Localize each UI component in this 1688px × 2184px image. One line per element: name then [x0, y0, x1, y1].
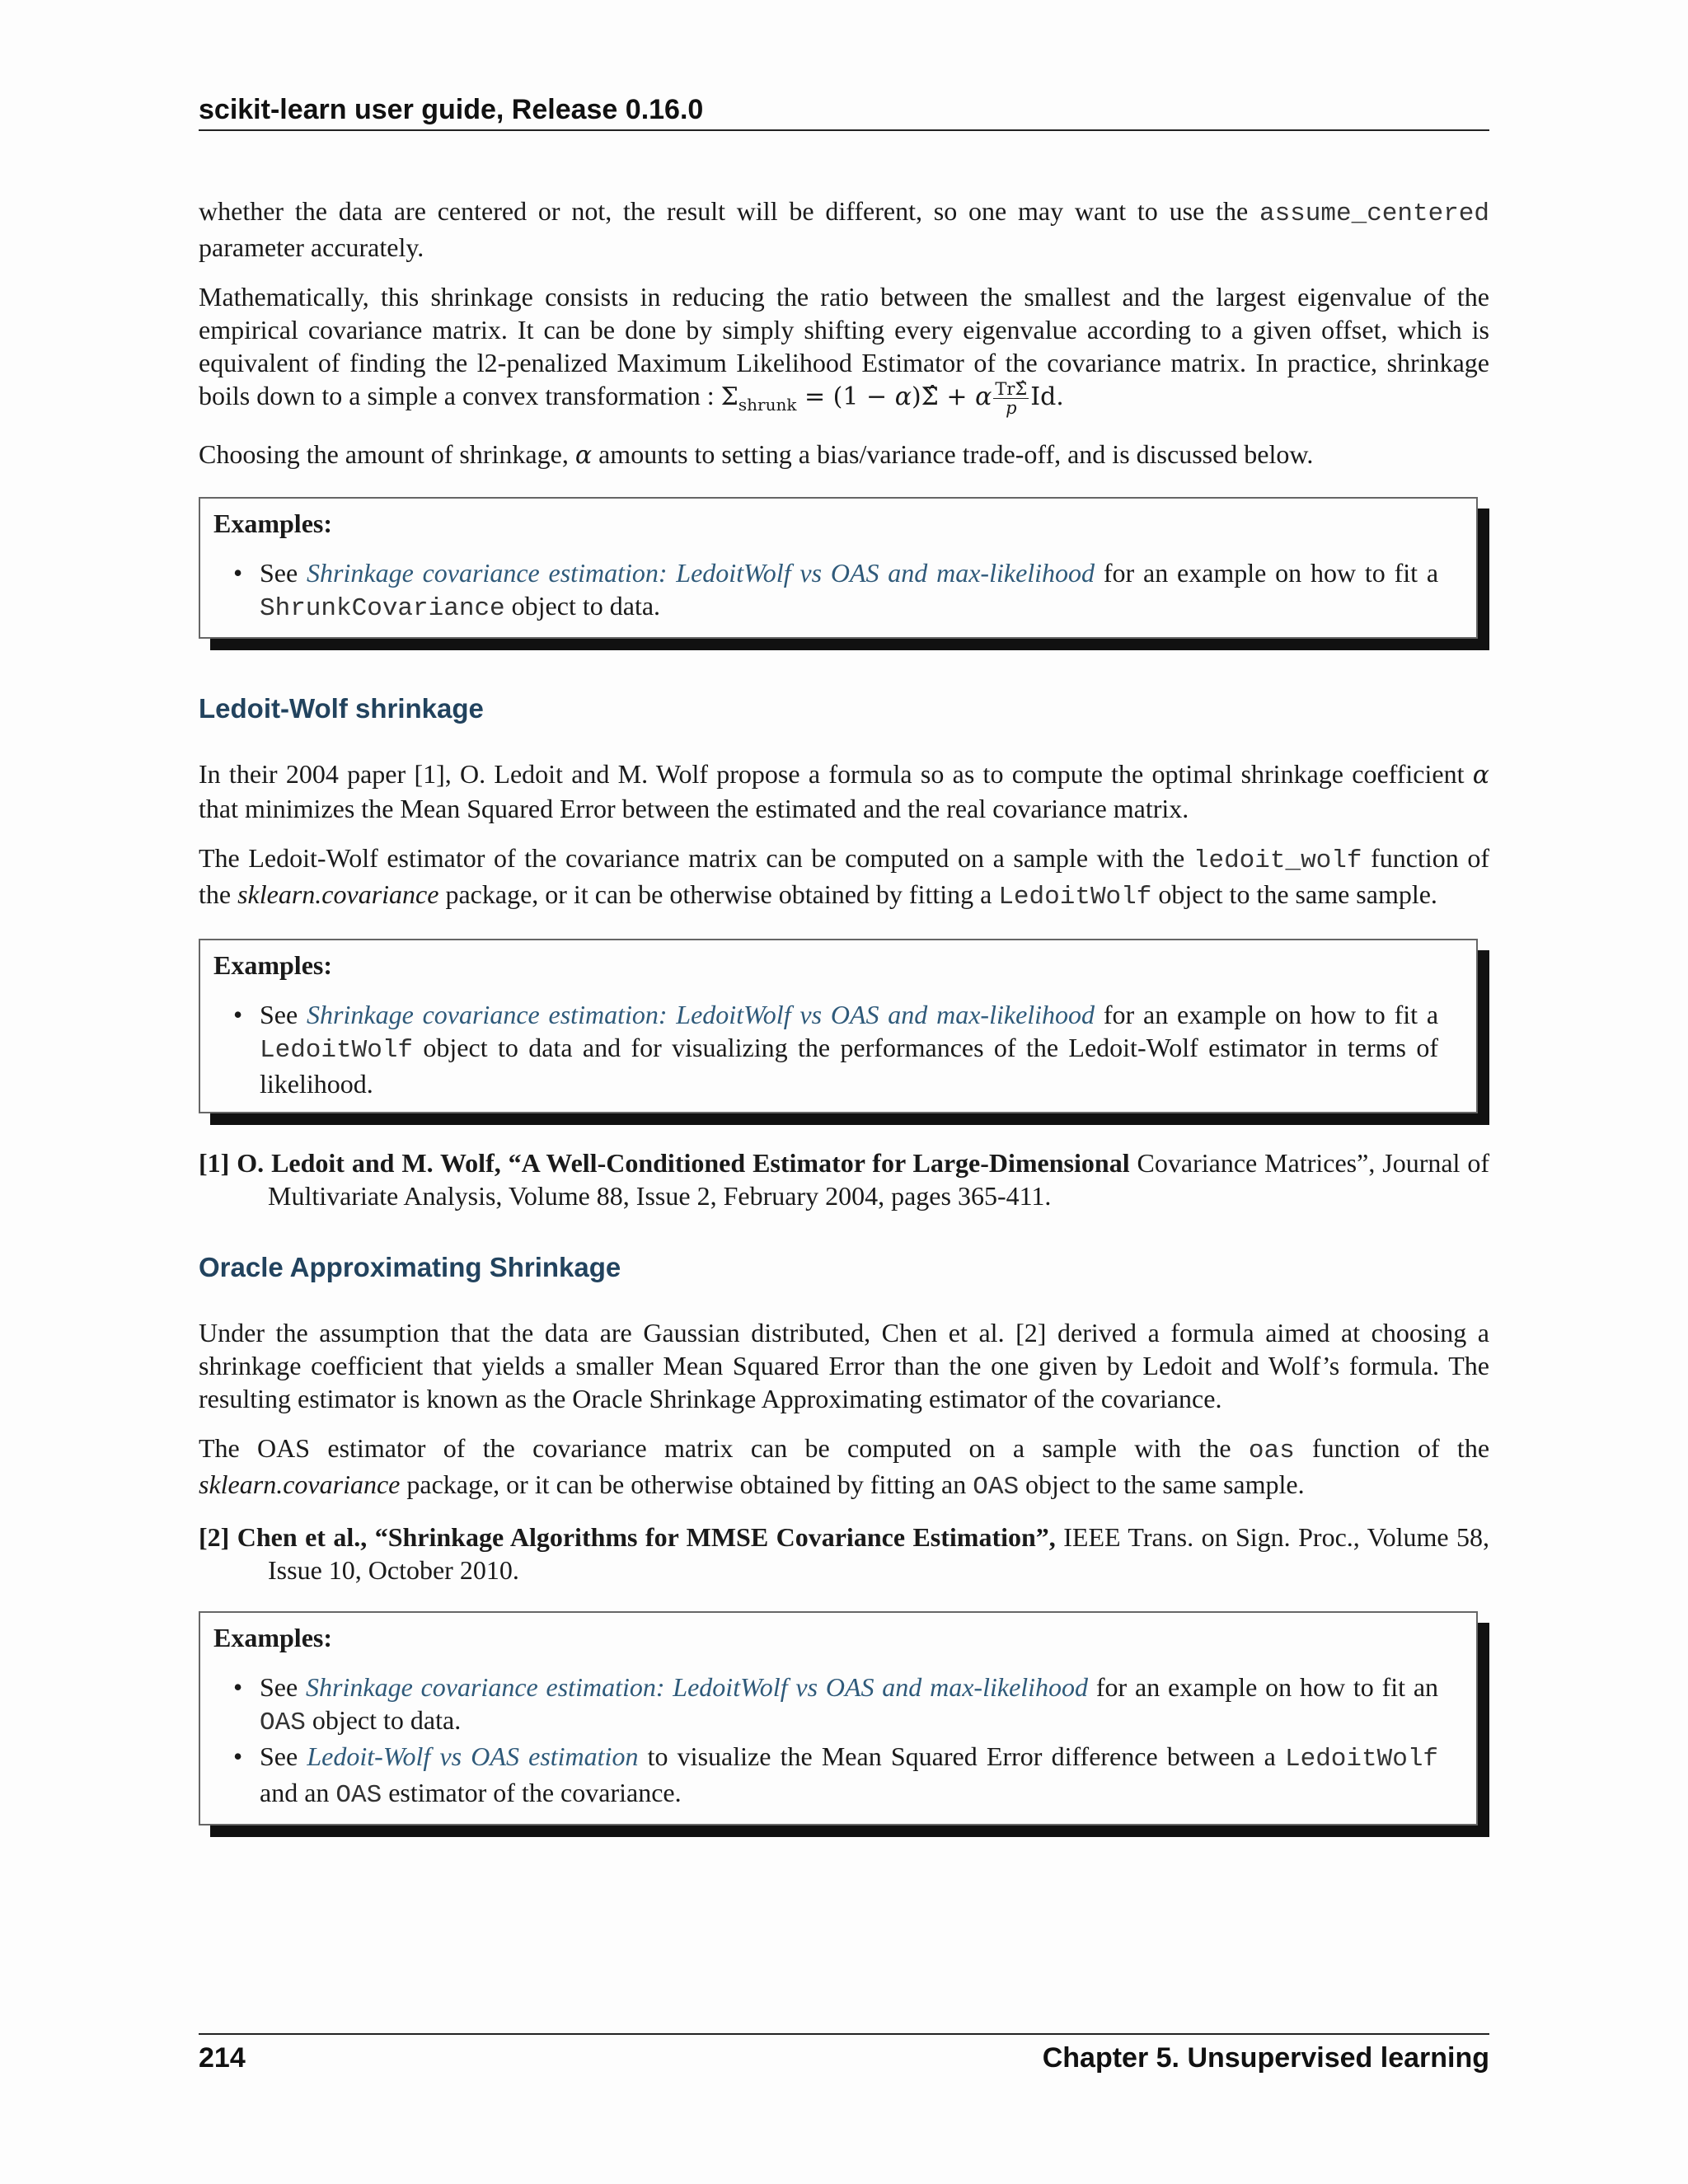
page-content — [199, 194, 1489, 1858]
example-link-shrinkage[interactable]: Shrinkage covariance estimation: LedoitWolf vs OAS and max-likelihood — [306, 1672, 1089, 1702]
example-item: • See Ledoit-Wolf vs OAS estimation to visualize the Mean Squared Error difference between a LedoitWolf and an OAS estimator of the covariance. — [233, 1741, 1439, 1810]
examples-box-oas — [199, 1611, 1478, 1825]
ledoit-paragraph-1: In their 2004 paper [1], O. Ledoit and M. Wolf propose a formula so as to compute the optimal shrinkage coefficient α that minimizes the Mean Squared Error between the estimated and the real covariance matrix. — [199, 759, 1490, 823]
example-item: • See Shrinkage covariance estimation: LedoitWolf vs OAS and max-likelihood for an example on how to fit a ShrunkCovariance object to data. — [233, 558, 1439, 623]
examples-title: Examples: — [213, 950, 332, 980]
examples-box-shrunk — [199, 497, 1478, 639]
intro-paragraph-3: Choosing the amount of shrinkage, α amounts to setting a bias/variance trade-off, and is discussed below. — [199, 439, 1314, 470]
oas-paragraph-2: The OAS estimator of the covariance matrix can be computed on a sample with the oas function of the sklearn.covariance package, or it can be otherwise obtained by fitting an OAS object to the same sample. — [199, 1433, 1490, 1502]
ledoit-paragraph-2: The Ledoit-Wolf estimator of the covariance matrix can be computed on a sample with the ledoit_wolf function of the sklearn.covariance package, or it can be otherwise obtained by fitting a LedoitWolf object to the same sample. — [199, 843, 1490, 912]
example-item: • See Shrinkage covariance estimation: LedoitWolf vs OAS and max-likelihood for an example on how to fit an OAS object to data. — [233, 1672, 1439, 1737]
example-link-shrinkage[interactable]: Shrinkage covariance estimation: LedoitWolf vs OAS and max-likelihood — [307, 1000, 1095, 1029]
citation-2: [2] Chen et al., “Shrinkage Algorithms for MMSE Covariance Estimation”, IEEE Trans. on Sign. Proc., Volume 58, Issue 10, October 2010. — [199, 1522, 1490, 1585]
header-divider — [199, 129, 1489, 131]
example-item: • See Shrinkage covariance estimation: LedoitWolf vs OAS and max-likelihood for an example on how to fit a LedoitWolf object to data and for visualizing the performances of the Ledoit-Wolf estimator in terms of likelihood. — [233, 1000, 1439, 1099]
oas-paragraph-1: Under the assumption that the data are Gaussian distributed, Chen et al. [2] derived a formula aimed at choosing a shrinkage coefficient that yields a smaller Mean Squared Error than the one given by Ledoit and Wolf’s formula. The resulting estimator is known as the Oracle Shrinkage Approximating estimator of the covariance. — [199, 1318, 1489, 1413]
examples-box-ledoit — [199, 939, 1478, 1113]
examples-title: Examples: — [213, 1623, 332, 1652]
heading-ledoit-wolf: Ledoit-Wolf shrinkage — [199, 693, 484, 724]
citation-1: [1] O. Ledoit and M. Wolf, “A Well-Conditioned Estimator for Large-Dimensional Covariance Matrices”, Journal of Multivariate Analysis, Volume 88, Issue 2, February 2004, pages 365-411. — [199, 1148, 1490, 1211]
footer-divider — [199, 2033, 1489, 2035]
inline-code-assume-centered: assume_centered — [1259, 199, 1490, 228]
example-link-shrinkage[interactable]: Shrinkage covariance estimation: LedoitWolf vs OAS and max-likelihood — [307, 558, 1095, 588]
running-header: scikit-learn user guide, Release 0.16.0 — [199, 94, 704, 125]
intro-paragraph-2: Mathematically, this shrinkage consists in reducing the ratio between the smallest and the largest eigenvalue of the empirical covariance matrix. It can be done by simply shifting every eigenvalue according to a given offset, which is equivalent of finding the l2-penalized Maximum Likelihood Estimator of the covariance matrix. In practice, shrinkage boils down to a simple a convex transformation : $\Sigma_{shrunk} = (1$ − α)Σ̂ + α $\frac{\text{TrΣ̂}}{p}$ Id. — [199, 282, 1489, 418]
chapter-title: Chapter 5. Unsupervised learning — [1042, 2042, 1489, 2074]
page-number: 214 — [199, 2042, 246, 2074]
examples-title: Examples: — [213, 509, 332, 538]
heading-oracle-approximating-shrinkage: Oracle Approximating Shrinkage — [199, 1252, 621, 1282]
example-link-ledoit-vs-oas[interactable]: Ledoit-Wolf vs OAS estimation — [307, 1741, 639, 1771]
intro-paragraph-1: whether the data are centered or not, the result will be different, so one may want to use the assume_centered parameter accurately. — [199, 196, 1490, 262]
shrinkage-formula: $\Sigma_{shrunk} = (1$ − α)Σ̂ + α $\frac{\text{TrΣ̂}}{p}$ Id. — [720, 378, 1064, 418]
